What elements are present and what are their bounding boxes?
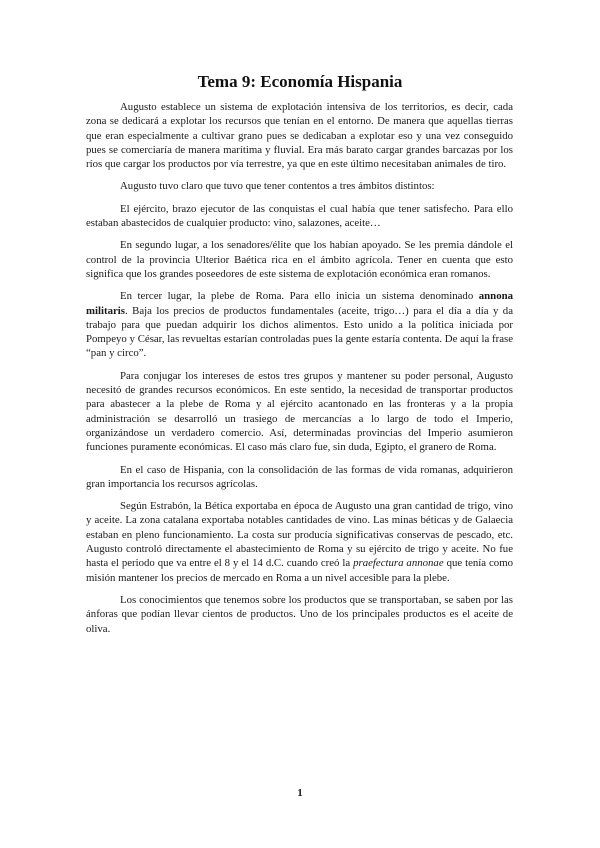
paragraph-text: Según Estrabón, la Bética exportaba en época de Augusto una gran cantidad de trigo, vino y aceite. La zona catalana exportaba notables cantidades de vino. Las minas béticas y de Galaecia estaban en pleno funcionamiento. La costa sur producía significativas conservas de pescado, etc. Augusto controló directamente el abastecimiento de Roma y su ejército de trigo y aceite. No fue hasta el periodo que va entre el 8 y el 14 d.C. cuando creó la (86, 500, 513, 570)
paragraph: Augusto tuvo claro que tuvo que tener contentos a tres ámbitos distintos: (120, 180, 435, 193)
paragraph: Augusto establece un sistema de explotación intensiva de los territorios, es decir, cada zona se dedicará a explotar los recursos que tenían en el entorno. De manera que aquellas tierras que eran especialmente a cultivar grano pues se dedicaban a explotar eso y una vez conseguido pues se comerciaría de manera marítima y fluvial. Era más barato cargar grandes barcazas por los ríos que cargar los productos por vía terrestre, ya que en este último necesitaban animales de tiro. (86, 101, 513, 171)
paragraph: El ejército, brazo ejecutor de las conquistas el cual había que tener satisfecho. Para ello estaban abastecidos de cualquier producto: vino, salazones, aceite… (86, 202, 513, 230)
paragraph (86, 289, 513, 360)
paragraph: Los conocimientos que tenemos sobre los productos que se transportaban, se saben por las ánforas que podían llevar cientos de productos. Uno de los principales productos es el aceite de oliva. (86, 593, 513, 635)
italic-term: praefectura annonae (353, 557, 444, 570)
paragraph-text: que tenía como misión mantener los precios de mercado en Roma a un nivel accesible para la plebe. (86, 557, 513, 584)
paragraph: En segundo lugar, a los senadores/élite que los habían apoyado. Se les premia dándole el control de la provincia Ulterior Baética rica en el ámbito agrícola. Tener en cuenta que esto significa que los grandes poseedores de este sistema de explotación económica eran romanos. (86, 239, 513, 280)
paragraph: En el caso de Hispania, con la consolidación de las formas de vida romanas, adquirieron gran importancia los recursos agrícolas. (86, 463, 513, 490)
paragraph: Para conjugar los intereses de estos tres grupos y mantener su poder personal, Augusto necesitó de grandes recursos económicos. En este sentido, la necesidad de transportar productos para abastecer a la plebe de Roma y al ejército acantonado en las fronteras y a la propia administración se desarrolló un trasiego de mercancías a lo largo de todo el Imperio, organizándose un verdadero comercio. Así, determinadas provincias del Imperio asumieron funciones puramente económicas. El caso más claro fue, sin duda, Egipto, el granero de Roma. (86, 369, 513, 454)
document-title: Tema 9: Economía Hispania (197, 72, 403, 91)
paragraph-text: . Baja los precios de productos fundamentales (aceite, trigo…) para el día a día y da trabajo para que puedan adquirir los dichos alimentos. Esto unido a la política iniciada por Pompeyo y César, las revueltas estarían controladas pues la gente estaría contenta. De aquí la frase “pan y circo”. (86, 304, 513, 360)
page-number: 1 (297, 787, 303, 799)
paragraph (86, 499, 513, 585)
document-body (86, 100, 513, 644)
bold-term: annona militaris (86, 290, 513, 317)
paragraph-text: En tercer lugar, la plebe de Roma. Para ello inicia un sistema denominado (120, 290, 479, 303)
